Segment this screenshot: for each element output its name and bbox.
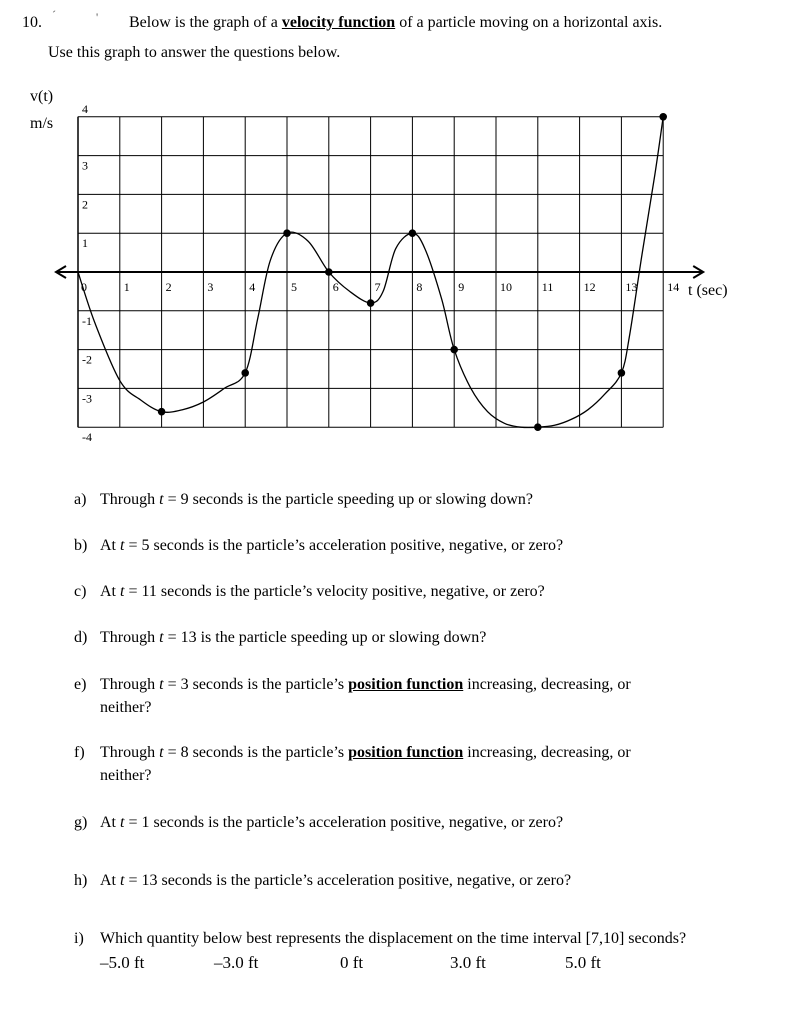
- x-tick-label: 11: [541, 280, 554, 294]
- question-item: [74, 869, 571, 892]
- x-tick-label: 5: [291, 280, 297, 294]
- question-variable: t: [159, 491, 164, 508]
- question-item: [74, 534, 563, 557]
- question-label: h): [74, 872, 88, 889]
- instruction-text: Use this graph to answer the questions below.: [48, 44, 341, 61]
- question-text: = 13 seconds is the particle’s acceleration positive, negative, or zero?: [124, 872, 572, 889]
- answer-choice: 5.0 ft: [565, 953, 601, 972]
- x-tick-label: 10: [500, 280, 512, 294]
- question-text: = 11 seconds is the particle’s velocity positive, negative, or zero?: [124, 583, 545, 600]
- stray-mark: ': [96, 10, 99, 24]
- question-text: At: [100, 583, 120, 600]
- question-variable: t: [120, 814, 125, 831]
- question-emphasis: position function: [348, 744, 464, 761]
- question-variable: t: [159, 629, 164, 646]
- x-tick-label: 1: [123, 280, 130, 294]
- question-label: g): [74, 814, 88, 831]
- answer-choice: –3.0 ft: [214, 953, 259, 972]
- question-item: [74, 626, 486, 649]
- x-tick-label: 12: [583, 280, 596, 294]
- question-text: increasing, decreasing, or: [463, 744, 631, 761]
- marked-point: [367, 299, 375, 307]
- marked-point: [659, 113, 667, 121]
- x-tick-label: 8: [416, 280, 423, 294]
- question-text: At: [100, 537, 120, 554]
- question-variable: t: [159, 744, 164, 761]
- marked-point: [409, 229, 417, 237]
- marked-point: [534, 423, 542, 431]
- x-tick-label: 13: [625, 280, 638, 294]
- question-label: i): [74, 930, 84, 947]
- y-tick-label: -1: [82, 313, 92, 328]
- question-text: increasing, decreasing, or: [463, 676, 631, 693]
- y-tick-label: -4: [82, 430, 92, 445]
- y-tick-label: 1: [82, 236, 88, 251]
- question-text: Through: [100, 629, 160, 646]
- y-axis-label: v(t): [30, 88, 54, 105]
- question-label: b): [74, 537, 88, 554]
- question-text: = 5 seconds is the particle’s acceleration positive, negative, or zero?: [124, 537, 564, 554]
- question-text: = 1 seconds is the particle’s acceleration positive, negative, or zero?: [124, 814, 564, 831]
- marked-point: [618, 369, 626, 377]
- question-emphasis: position function: [348, 676, 464, 693]
- intro-emphasis: velocity function: [281, 14, 396, 31]
- question-label: f): [74, 744, 85, 761]
- question-text: Through: [100, 744, 160, 761]
- y-tick-label: -2: [82, 352, 92, 367]
- question-text: = 13 is the particle speeding up or slowing down?: [163, 629, 487, 646]
- answer-choice: 0 ft: [340, 953, 364, 972]
- question-item: [74, 488, 533, 511]
- question-text: At: [100, 814, 120, 831]
- question-item: [74, 580, 545, 603]
- answer-choice: 3.0 ft: [450, 953, 486, 972]
- question-item: [74, 673, 631, 719]
- x-tick-label: 9: [458, 280, 465, 294]
- question-variable: t: [120, 872, 125, 889]
- intro-text-after: of a particle moving on a horizontal axis.: [395, 14, 663, 31]
- velocity-graph: [0, 0, 801, 480]
- y-axis-unit-label: m/s: [30, 115, 54, 132]
- y-tick-label: 2: [82, 197, 88, 212]
- question-continuation: neither?: [100, 767, 152, 784]
- question-variable: t: [120, 583, 125, 600]
- x-tick-label: 14: [667, 280, 680, 294]
- marked-point: [158, 408, 166, 416]
- answer-choice: –5.0 ft: [100, 953, 145, 972]
- question-text: At: [100, 872, 120, 889]
- x-tick-label: 4: [249, 280, 256, 294]
- question-text: = 3 seconds is the particle’s: [163, 676, 349, 693]
- question-label: c): [74, 583, 87, 600]
- question-text: = 8 seconds is the particle’s: [163, 744, 349, 761]
- question-item: [74, 741, 631, 787]
- question-variable: t: [159, 676, 164, 693]
- x-tick-label: 0: [81, 280, 87, 294]
- marked-point: [450, 346, 458, 354]
- question-text: Through: [100, 491, 160, 508]
- y-tick-label: 4: [82, 101, 88, 116]
- x-axis-label: t (sec): [688, 282, 728, 299]
- question-continuation: neither?: [100, 699, 152, 716]
- marked-point: [241, 369, 249, 377]
- question-text: Which quantity below best represents the displacement on the time interval [7,10] seconds?: [100, 930, 687, 947]
- question-variable: t: [120, 537, 125, 554]
- question-text: = 9 seconds is the particle speeding up or slowing down?: [163, 491, 533, 508]
- x-tick-label: 7: [374, 280, 381, 294]
- intro-text-before: Below is the graph of a: [129, 14, 282, 31]
- question-text: Through: [100, 676, 160, 693]
- stray-mark: ´: [52, 8, 56, 22]
- question-item: [74, 927, 686, 950]
- question-label: a): [74, 491, 87, 508]
- x-tick-label: 6: [332, 280, 339, 294]
- problem-number: 10.: [22, 14, 42, 31]
- y-tick-label: -3: [82, 391, 92, 406]
- y-tick-label: 3: [82, 158, 88, 173]
- question-item: [74, 811, 563, 834]
- question-label: d): [74, 629, 88, 646]
- x-tick-label: 3: [207, 280, 214, 294]
- marked-point: [325, 268, 333, 276]
- question-label: e): [74, 676, 87, 693]
- marked-point: [283, 229, 291, 237]
- x-tick-label: 2: [165, 280, 172, 294]
